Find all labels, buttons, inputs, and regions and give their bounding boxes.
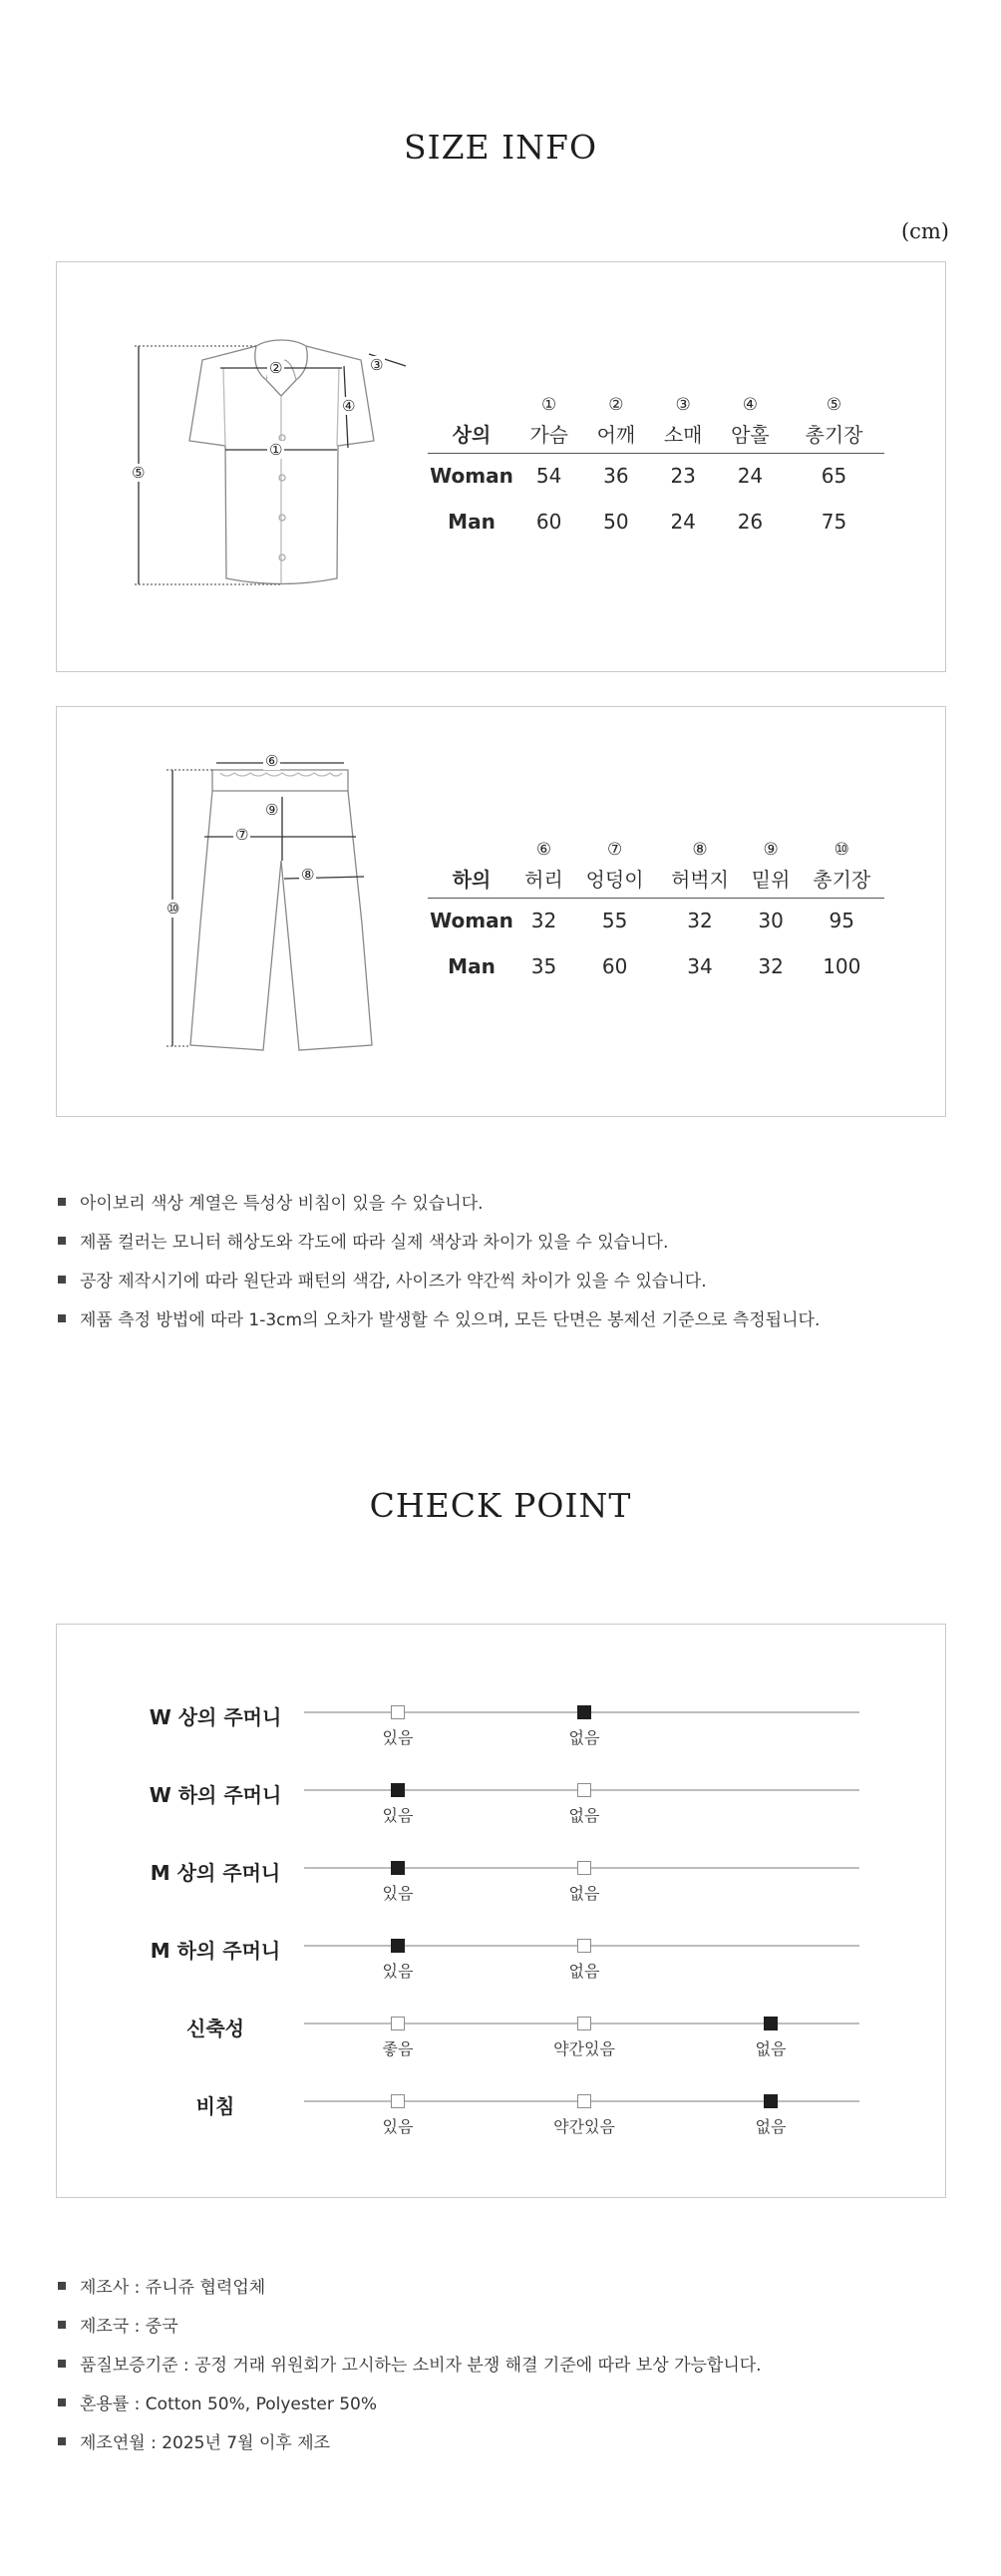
size-number: ④ — [742, 395, 759, 415]
diagram-mark-8: ⑧ — [301, 866, 315, 884]
size-number: ⑤ — [826, 395, 842, 415]
check-point-option — [338, 2017, 458, 2059]
size-number: ⑧ — [692, 840, 708, 860]
table-cell: 23 — [670, 464, 696, 489]
column-header: 소매 — [650, 415, 717, 453]
check-point-option — [338, 1705, 458, 1748]
diagram-mark-2: ② — [269, 359, 283, 377]
table-cell: 65 — [821, 464, 847, 489]
bullet-icon — [58, 1314, 66, 1322]
list-item — [56, 1221, 820, 1260]
column-header: 허벅지 — [657, 860, 742, 898]
check-point-option-label: 있음 — [382, 1884, 414, 1903]
check-point-row — [56, 1769, 946, 1847]
check-point-option — [524, 2094, 644, 2137]
check-point-option-label: 없음 — [568, 1728, 600, 1747]
checked-square-icon — [577, 1705, 591, 1719]
bullet-icon — [58, 1198, 66, 1206]
bottom-size-table — [428, 830, 884, 989]
table-cell: 32 — [530, 909, 557, 933]
diagram-mark-10: ⑩ — [167, 900, 180, 918]
table-row — [428, 898, 884, 943]
check-point-option-label: 있음 — [382, 2117, 414, 2136]
row-label: Man — [448, 510, 496, 534]
diagram-mark-9: ⑨ — [265, 801, 279, 819]
bottom-size-box — [56, 706, 946, 1117]
size-number: ⑨ — [763, 840, 779, 860]
empty-square-icon — [577, 2094, 591, 2108]
empty-square-icon — [391, 2094, 405, 2108]
size-header-row — [428, 860, 884, 898]
bullet-icon — [58, 2398, 66, 2406]
table-cell: 54 — [535, 464, 562, 489]
table-row — [428, 943, 884, 989]
bullet-icon — [58, 1237, 66, 1245]
checked-square-icon — [391, 1783, 405, 1797]
check-point-label: 신축성 — [186, 2017, 244, 2040]
bullet-icon — [58, 2360, 66, 2368]
row-label: Woman — [430, 464, 513, 489]
check-point-option — [524, 2017, 644, 2059]
info-text: 제조사 : 쥬니쥬 협력업체 — [80, 2278, 266, 2298]
column-header: 가슴 — [515, 415, 582, 453]
size-number: ③ — [675, 395, 691, 415]
check-point-option — [711, 2094, 831, 2137]
check-point-title: CHECK POINT — [369, 1486, 632, 1525]
diagram-mark-6: ⑥ — [265, 752, 279, 770]
check-point-option — [338, 1939, 458, 1982]
check-point-option — [338, 1861, 458, 1904]
diagram-mark-3: ③ — [370, 356, 384, 374]
list-item — [56, 2305, 762, 2344]
column-header: 총기장 — [784, 415, 884, 453]
size-number: ⑥ — [535, 840, 552, 860]
list-item — [56, 1182, 820, 1221]
table-cell: 24 — [737, 464, 764, 489]
check-point-label: W 하의 주머니 — [149, 1783, 282, 1807]
checked-square-icon — [391, 1939, 405, 1953]
table-cell: 24 — [670, 510, 696, 534]
table-cell: 34 — [687, 954, 713, 978]
size-number-row — [428, 830, 884, 860]
check-point-option — [338, 1783, 458, 1826]
check-point-label: M 상의 주머니 — [150, 1861, 281, 1885]
table-row — [428, 499, 884, 545]
product-info-list — [56, 2266, 762, 2460]
table-cell: 55 — [601, 909, 628, 933]
notice-text: 제품 측정 방법에 따라 1-3cm의 오차가 발생할 수 있으며, 모든 단면은 봉제선 기준으로 측정됩니다. — [80, 1310, 821, 1330]
info-text: 제조연월 : 2025년 7월 이후 제조 — [80, 2433, 331, 2453]
check-point-option-label: 없음 — [755, 2039, 787, 2058]
size-number: ⑦ — [606, 840, 623, 860]
check-point-option — [711, 2017, 831, 2059]
column-header: 어깨 — [582, 415, 649, 453]
column-header: 암홀 — [717, 415, 784, 453]
diagram-mark-1: ① — [269, 441, 283, 459]
list-item — [56, 2266, 762, 2305]
empty-square-icon — [391, 1705, 405, 1719]
table-cell: 32 — [687, 909, 713, 933]
check-point-option-label: 없음 — [755, 2117, 787, 2136]
info-text: 제조국 : 중국 — [80, 2317, 178, 2337]
size-header-row — [428, 415, 884, 453]
bullet-icon — [58, 1276, 66, 1284]
bullet-icon — [58, 2282, 66, 2290]
top-size-table — [428, 385, 884, 545]
check-point-option — [524, 1705, 644, 1748]
diagram-mark-4: ④ — [342, 397, 356, 415]
category-label: 하의 — [428, 860, 515, 898]
unit-label: (cm) — [900, 219, 949, 243]
empty-square-icon — [577, 1783, 591, 1797]
list-item — [56, 1298, 820, 1337]
empty-square-icon — [391, 2017, 405, 2030]
checked-square-icon — [391, 1861, 405, 1875]
column-header: 엉덩이 — [572, 860, 657, 898]
table-cell: 30 — [758, 909, 784, 933]
list-item — [56, 2344, 762, 2383]
table-cell: 60 — [535, 510, 562, 534]
category-label: 상의 — [428, 415, 515, 453]
check-point-option-label: 있음 — [382, 1728, 414, 1747]
table-cell: 26 — [737, 510, 764, 534]
pants-diagram-icon — [117, 749, 416, 1068]
check-point-option-label: 있음 — [382, 1806, 414, 1825]
check-point-option-label: 없음 — [568, 1806, 600, 1825]
shirt-diagram-icon — [117, 338, 416, 597]
notice-text: 아이보리 색상 계열은 특성상 비침이 있을 수 있습니다. — [80, 1194, 484, 1214]
check-point-option-label: 없음 — [568, 1962, 600, 1981]
table-cell: 50 — [603, 510, 629, 534]
row-label: Woman — [430, 909, 513, 933]
size-number: ① — [541, 395, 557, 415]
check-point-option-label: 있음 — [382, 1962, 414, 1981]
column-header: 허리 — [515, 860, 572, 898]
empty-square-icon — [577, 1861, 591, 1875]
notice-text: 제품 컬러는 모니터 해상도와 각도에 따라 실제 색상과 차이가 있을 수 있습니다. — [80, 1233, 669, 1253]
check-point-row — [56, 2003, 946, 2080]
empty-square-icon — [577, 1939, 591, 1953]
column-header: 총기장 — [800, 860, 884, 898]
notice-text: 공장 제작시기에 따라 원단과 패턴의 색감, 사이즈가 약간씩 차이가 있을 수 있습니다. — [80, 1272, 707, 1291]
table-cell: 35 — [530, 954, 557, 978]
table-cell: 75 — [821, 510, 847, 534]
check-point-option — [338, 2094, 458, 2137]
checked-square-icon — [764, 2017, 778, 2030]
diagram-mark-5: ⑤ — [132, 464, 146, 482]
size-number-row — [428, 385, 884, 415]
diagram-mark-7: ⑦ — [235, 826, 249, 844]
notice-list — [56, 1182, 820, 1337]
checked-square-icon — [764, 2094, 778, 2108]
top-size-box — [56, 261, 946, 672]
list-item — [56, 2421, 762, 2460]
check-point-label: W 상의 주머니 — [149, 1705, 282, 1729]
table-cell: 60 — [601, 954, 628, 978]
size-number: ② — [608, 395, 624, 415]
info-text: 품질보증기준 : 공정 거래 위원회가 고시하는 소비자 분쟁 해결 기준에 따라 보상 가능합니다. — [80, 2356, 762, 2376]
check-point-option — [524, 1783, 644, 1826]
table-cell: 95 — [829, 909, 854, 933]
check-point-option-label: 약간있음 — [553, 2117, 615, 2136]
check-point-row — [56, 1847, 946, 1925]
check-point-option-label: 없음 — [568, 1884, 600, 1903]
check-point-label: 비침 — [195, 2094, 235, 2118]
check-point-option-label: 좋음 — [382, 2039, 414, 2058]
table-cell: 36 — [603, 464, 629, 489]
check-point-option-label: 약간있음 — [553, 2039, 615, 2058]
size-number: ⑩ — [834, 840, 849, 860]
bullet-icon — [58, 2321, 66, 2329]
bullet-icon — [58, 2437, 66, 2445]
list-item — [56, 1260, 820, 1298]
size-info-title: SIZE INFO — [403, 128, 597, 167]
check-point-row — [56, 2080, 946, 2158]
table-cell: 100 — [823, 954, 861, 978]
check-point-row — [56, 1925, 946, 2003]
column-header: 밑위 — [743, 860, 800, 898]
row-label: Man — [448, 954, 496, 978]
check-point-row — [56, 1691, 946, 1769]
table-row — [428, 453, 884, 499]
empty-square-icon — [577, 2017, 591, 2030]
info-text: 혼용률 : Cotton 50%, Polyester 50% — [80, 2394, 378, 2414]
table-cell: 32 — [758, 954, 784, 978]
check-point-label: M 하의 주머니 — [150, 1939, 281, 1963]
check-point-option — [524, 1939, 644, 1982]
check-point-option — [524, 1861, 644, 1904]
list-item — [56, 2383, 762, 2421]
